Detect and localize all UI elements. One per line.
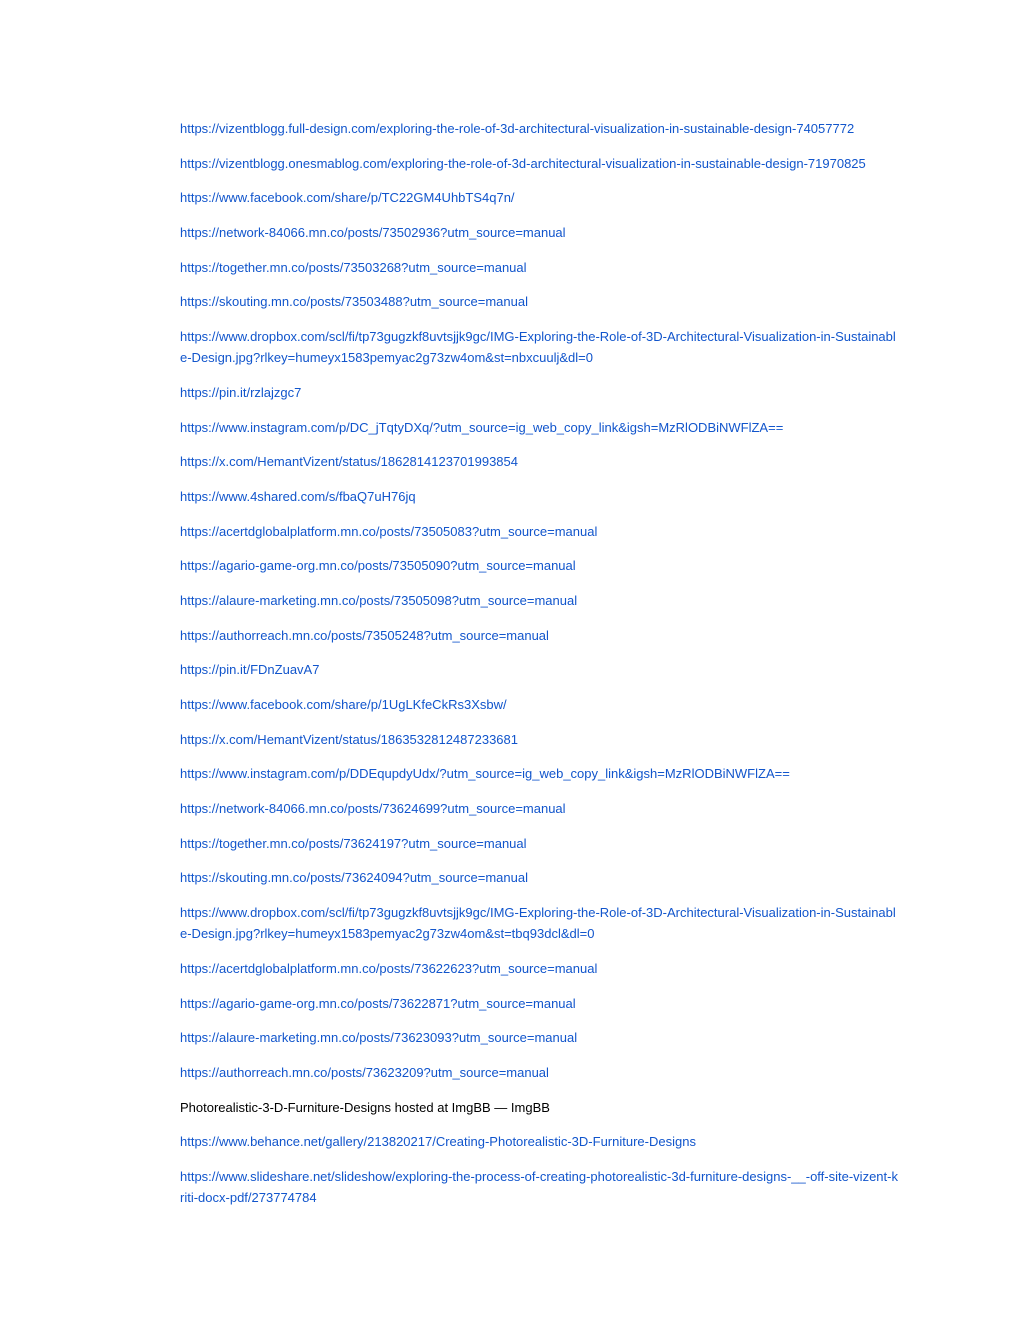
link[interactable]: https://alaure-marketing.mn.co/posts/73623093?utm_source=manual xyxy=(180,1030,578,1046)
link[interactable]: https://acertdglobalplatform.mn.co/posts/73505083?utm_source=manual xyxy=(180,523,598,539)
link-item[interactable] xyxy=(180,1027,902,1048)
link[interactable]: https://www.facebook.com/share/p/1UgLKfeCkRs3Xsbw/ xyxy=(180,697,507,712)
link[interactable]: https://agario-game-org.mn.co/posts/73622871?utm_source=manual xyxy=(180,995,576,1011)
link-item[interactable] xyxy=(180,1062,902,1083)
link-item[interactable] xyxy=(180,798,902,819)
link[interactable]: https://pin.it/FDnZuavA7 xyxy=(180,662,320,678)
link[interactable]: https://authorreach.mn.co/posts/73505248?utm_source=manual xyxy=(180,627,549,643)
link-item[interactable] xyxy=(180,958,902,979)
link-item[interactable] xyxy=(180,451,902,472)
link[interactable]: https://www.facebook.com/share/p/TC22GM4UhbTS4q7n/ xyxy=(180,190,515,206)
link[interactable]: https://pin.it/rzlajzgc7 xyxy=(180,384,302,400)
link[interactable]: https://authorreach.mn.co/posts/73623209?utm_source=manual xyxy=(180,1064,549,1080)
link-item[interactable] xyxy=(180,153,902,174)
link-item[interactable] xyxy=(180,257,902,278)
link[interactable]: https://www.behance.net/gallery/213820217/Creating-Photorealistic-3D-Furniture-Designs xyxy=(180,1134,696,1150)
link[interactable]: https://www.dropbox.com/scl/fi/tp73gugzkf8uvtsjjk9gc/IMG-Exploring-the-Role-of-3D-Architectural-Visualization-in-Sustainable-Design.jpg?rlkey=humeyx1583pemyac2g73zw4om&st=tbq93dcl&dl=0 xyxy=(180,905,896,942)
link-item[interactable] xyxy=(180,1166,902,1208)
link-item[interactable] xyxy=(180,833,902,854)
link-item[interactable] xyxy=(180,222,902,243)
link[interactable]: https://www.dropbox.com/scl/fi/tp73gugzkf8uvtsjjk9gc/IMG-Exploring-the-Role-of-3D-Architectural-Visualization-in-Sustainable-Design.jpg?rlkey=humeyx1583pemyac2g73zw4om&st=nbxcuulj&dl=0 xyxy=(180,329,896,366)
link-item[interactable] xyxy=(180,187,902,208)
link[interactable]: https://skouting.mn.co/posts/73503488?utm_source=manual xyxy=(180,294,528,310)
link-item[interactable] xyxy=(180,118,902,139)
link-item[interactable] xyxy=(180,555,902,576)
link-item[interactable] xyxy=(180,1131,902,1152)
link-item[interactable] xyxy=(180,291,902,312)
link[interactable]: https://alaure-marketing.mn.co/posts/73505098?utm_source=manual xyxy=(180,592,578,608)
plain-text-line: Photorealistic-3-D-Furniture-Designs hosted at ImgBB — ImgBB xyxy=(180,1099,550,1115)
link[interactable]: https://skouting.mn.co/posts/73624094?utm_source=manual xyxy=(180,870,528,886)
link-item[interactable] xyxy=(180,867,902,888)
link-item[interactable] xyxy=(180,590,902,611)
link[interactable]: https://www.4shared.com/s/fbaQ7uH76jq xyxy=(180,488,416,504)
link[interactable]: https://vizentblogg.onesmablog.com/exploring-the-role-of-3d-architectural-visualization-in-sustainable-design-71970825 xyxy=(180,155,866,171)
link[interactable]: https://x.com/HemantVizent/status/1862814123701993854 xyxy=(180,454,518,470)
link[interactable]: https://agario-game-org.mn.co/posts/73505090?utm_source=manual xyxy=(180,558,576,574)
link-item[interactable] xyxy=(180,993,902,1014)
link[interactable]: https://www.instagram.com/p/DC_jTqtyDXq/?utm_source=ig_web_copy_link&igsh=MzRlODBiNWFlZA== xyxy=(180,419,784,435)
link[interactable]: https://acertdglobalplatform.mn.co/posts/73622623?utm_source=manual xyxy=(180,960,598,976)
link-item[interactable] xyxy=(180,521,902,542)
link-item[interactable] xyxy=(180,625,902,646)
link[interactable]: https://together.mn.co/posts/73503268?utm_source=manual xyxy=(180,259,527,275)
link[interactable]: https://network-84066.mn.co/posts/73502936?utm_source=manual xyxy=(180,225,566,241)
link-item[interactable] xyxy=(180,486,902,507)
link-item[interactable] xyxy=(180,382,902,403)
link-item[interactable] xyxy=(180,659,902,680)
link-item[interactable] xyxy=(180,326,902,368)
link-item[interactable] xyxy=(180,417,902,438)
link-item[interactable] xyxy=(180,729,902,750)
link[interactable]: https://www.slideshare.net/slideshow/exploring-the-process-of-creating-photorealistic-3d-furniture-designs-__-off-site-vizent-kriti-docx-pdf/273774784 xyxy=(180,1168,898,1205)
link[interactable]: https://together.mn.co/posts/73624197?utm_source=manual xyxy=(180,835,527,851)
link[interactable]: https://network-84066.mn.co/posts/73624699?utm_source=manual xyxy=(180,801,566,817)
link-item[interactable] xyxy=(180,902,902,944)
link-item[interactable] xyxy=(180,694,902,715)
link[interactable]: https://www.instagram.com/p/DDEqupdyUdx/?utm_source=ig_web_copy_link&igsh=MzRlODBiNWFlZA== xyxy=(180,766,790,782)
link[interactable]: https://vizentblogg.full-design.com/exploring-the-role-of-3d-architectural-visualization-in-sustainable-design-74057772 xyxy=(180,121,855,136)
document-page xyxy=(180,118,902,1222)
link[interactable]: https://x.com/HemantVizent/status/1863532812487233681 xyxy=(180,731,518,747)
link-item[interactable] xyxy=(180,763,902,784)
